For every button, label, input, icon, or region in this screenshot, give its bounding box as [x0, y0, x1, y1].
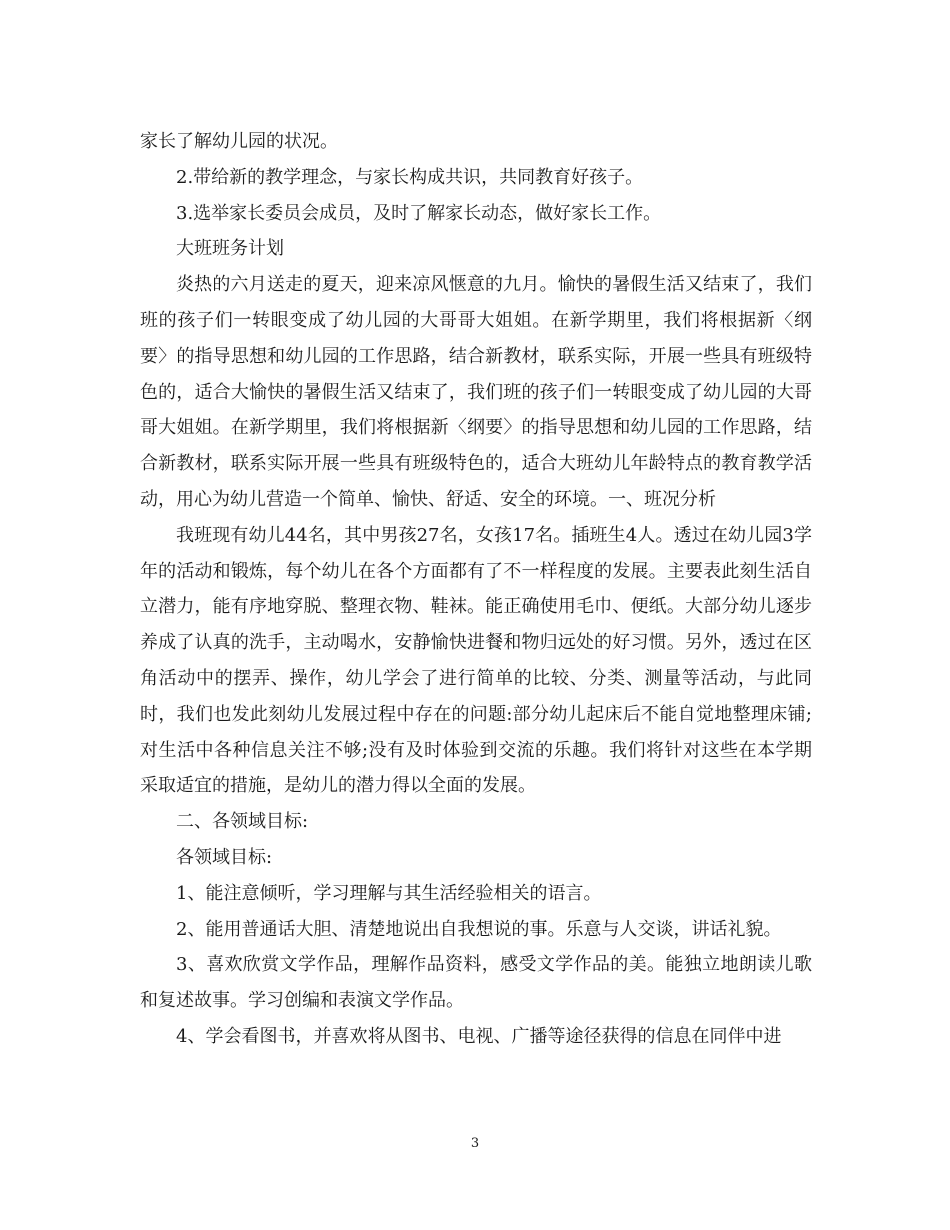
paragraph: 各领域目标:	[176, 846, 273, 868]
section-heading: 二、各领域目标:	[176, 811, 309, 833]
page-number: 3	[470, 1136, 480, 1151]
list-item: 1、能注意倾听，学习理解与其生活经验相关的语言。	[176, 882, 602, 904]
section-heading: 大班班务计划	[176, 238, 284, 260]
list-item: 4、学会看图书，并喜欢将从图书、电视、广播等途径获得的信息在同伴中进	[176, 1025, 782, 1047]
list-item: 3、喜欢欣赏文学作品，理解作品资料，感受文学作品的美。能独立地朗读儿歌和复述故事。学习创编和表演文学作品。	[140, 954, 812, 1012]
list-item: 2、能用普通话大胆、清楚地说出自我想说的事。乐意与人交谈，讲话礼貌。	[176, 918, 782, 940]
paragraph: 家长了解幼儿园的状况。	[140, 131, 338, 152]
paragraph: 炎热的六月送走的夏天，迎来凉风惬意的九月。愉快的暑假生活又结束了，我们班的孩子们一转眼变成了幼儿园的大哥哥大姐姐。在新学期里，我们将根据新〈纲要〉的指导思想和幼儿园的工作思路，结合新教材，联系实际，开展一些具有班级特色的，适合大愉快的暑假生活又结束了，我们班的孩子们一转眼变成了幼儿园的大哥哥大姐姐。在新学期里，我们将根据新〈纲要〉的指导思想和幼儿园的工作思路，结合新教材，联系实际开展一些具有班级特色的，适合大班幼儿年龄特点的教育教学活动，用心为幼儿营造一个简单、愉快、舒适、安全的环境。一、班况分析	[140, 274, 812, 510]
paragraph: 3.选举家长委员会成员，及时了解家长动态，做好家长工作。	[176, 202, 662, 224]
paragraph: 2.带给新的教学理念，与家长构成共识，共同教育好孩子。	[176, 166, 644, 188]
paragraph: 我班现有幼儿44名，其中男孩27名，女孩17名。插班生4人。透过在幼儿园3学年的活动和锻炼，每个幼儿在各个方面都有了不一样程度的发展。主要表此刻生活自立潜力，能有序地穿脱、整理衣物、鞋袜。能正确使用毛巾、便纸。大部分幼儿逐步养成了认真的洗手，主动喝水，安静愉快进餐和物归远处的好习惯。另外，透过在区角活动中的摆弄、操作，幼儿学会了进行简单的比较、分类、测量等活动，与此同时，我们也发此刻幼儿发展过程中存在的问题:部分幼儿起床后不能自觉地整理床铺;对生活中各种信息关注不够;没有及时体验到交流的乐趣。我们将针对这些在本学期采取适宜的措施，是幼儿的潜力得以全面的发展。	[140, 524, 812, 797]
document-body	[140, 124, 812, 1055]
